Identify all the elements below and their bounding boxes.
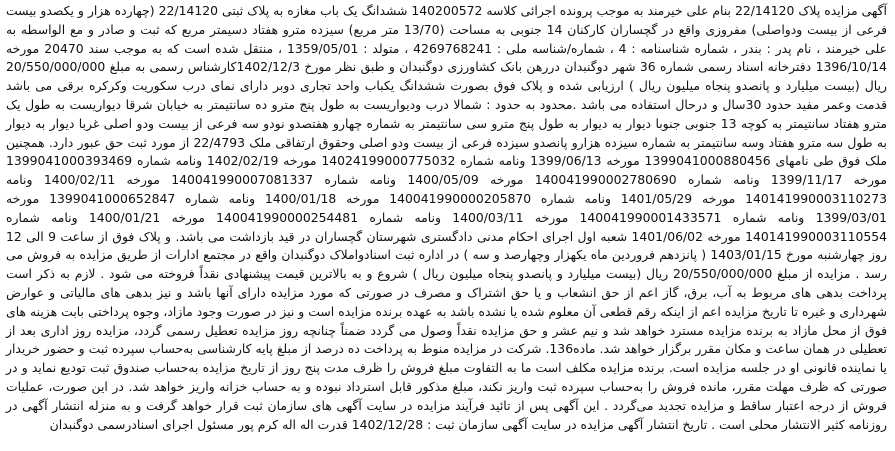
auction-notice-text: آگهی مزایده پلاک 22/14120 بنام علی خیرمند به موجب پرونده اجرائی کلاسه 140200572 ششدانگ یک باب مغازه به پلاک ثبتی 22/14120 (چهارده هزار و یکصدو بیست فرعی از بیست ودواصلی) مفروزی واقع در گچساران کارکنان 14 جنوبی به مساحت (13/70 متر مربع) سیزده مترو هفتاد دسیمتر مربع که ثبت و صادر و مع الواسطه به علی خیرمند ، نام پدر : بندر ، شماره شناسنامه : 4 ، شماره/شناسه ملی : 4269768241 ، متولد : 1359/05/01 ، منتقل شده است که به موجب سند 20470 مورخه 1396/10/14 دفترخانه اسناد رسمی شماره 36 شهر دوگنبدان دررهن بانک کشاورزی دوگنبدان و طبق نظر مورخ 1402/12/3کارشناس رسمی به مبلغ 20/550/000/000 ریال (بیست میلیارد و پانصدو پنجاه میلیون ریال ) ارزیابی شده و پلاک فوق بصورت ششدانگ یکباب واحد تجاری دوبر دارای نمای درب سکوریت وکرکره برقی می باشد قدمت وعمر مفید حدود 30سال و درحال استفاده می باشد .محدود به حدود : شمالا درب ودیواریست به طول پنج مترو ده سانتیمتر به خیابان شرقا دیواریست به طول یک مترو هفتاد سانتیمتر به کوچه 13 جنوبی جنوبا دیوار به دیوار به طول پنج مترو سی سانتیمتر به شماره چهارو هفتصدو نودو سه فرعی از بیست ودو اصلی غربا دیوار به دیوار به طول سه مترو هفتاد وسه سانتیمتر به شماره سیزده هزارو پانصدو سیزده فرعی از بیست ودو اصلی وحقوق ارتفاقی ملک 22/4793 از مورد ثبت حق عبور دارد. همچنین ملک فوق طی نامهای 1399041000880456 مورخه 1399/06/13 ونامه شماره 14024199000775032 مورخه 1402/02/19 ونامه شماره 1399041000393469 مورخه 1399/11/17 ونامه شماره 140041990002780690 مورخه 1400/05/09 ونامه شماره 140041990007081337 مورخه 1400/02/11 ونامه 140141990003110273 مورخه 1401/05/29 ونامه شماره 140041990000205870 مورخه 1400/01/18 ونامه شماره 1399041000652847 مورخه 1399/03/01 ونامه شماره 140041990001433571 مورخه 1400/03/11 ونامه شماره 140041990000254481 مورخه 1400/01/21 ونامه شماره 140141990003110554 مورخه 1401/06/02 شعبه اول اجرای احکام مدنی دادگستری شهرستان گچساران در قید بازداشت می باشد. و پلاک فوق از ساعت 9 الی 12 روز چهارشنبه مورخ 1403/01/15 ( پانزدهم فروردین ماه یکهزار وچهارصد و سه ) در اداره ثبت اسنادواملاک دوگنبدان واقع در مجتمع ادارات از طریق مزایده به فروش می رسد . مزایده از مبلغ 20/550/000/000 ریال (بیست میلیارد و پانصدو پنجاه میلیون ریال ) شروع و به بالاترین قیمت پیشنهادی نقداً فروخته می شود . لازم به ذکر است پرداخت بدهی های مربوط به آب، برق، گاز اعم از حق انشعاب و یا حق اشتراک و مصرف در صورتی که مورد مزایده دارای آنها باشد و نیز بدهی های مالیاتی و عوارض شهرداری و غیره تا تاریخ مزایده اعم از اینکه رقم قطعی آن معلوم شده یا نشده باشد به عهده برنده مزایده است و نیز در صورت وجود مازاد، وجوه پرداختی بابت هزینه های فوق از محل مازاد به برنده مزایده مسترد خواهد شد و نیم عشر و حق مزایده نقداً وصول می گردد ضمناً چنانچه روز مزایده تعطیل رسمی گردد، مزایده روز اداری بعد از تعطیلی در همان ساعت و مکان مقرر برگزار خواهد شد. ماده136. شرکت در مزایده منوط به پرداخت ده درصد از مبلغ پایه کارشناسی به‌حساب سپرده ثبت و حضور خریدار یا نماینده قانونی او در جلسه مزایده است. برنده مزایده مکلف است ما به التفاوت مبلغ فروش را ظرف مدت پنج روز از تاریخ مزایده به‌حساب صندوق ثبت تودیع نماید و در صورتی که ظرف مهلت مقرر، مانده فروش را به‌حساب سپرده ثبت واریز نکند، مبلغ مذکور قابل استرداد نبوده و به حساب خزانه واریز خواهد شد. در این صورت، عملیات فروش از درجه اعتبار ساقط و مزایده تجدید می‌گردد . این آگهی پس از تائید فرآیند مزایده در سایت آگهی های سازمان ثبت قرار خواهد گرفت و به منزله انتشار آگهی در روزنامه کثیر الانتشار محلی است . تاریخ انتشار آگهی مزایده در سایت آگهی سازمان ثبت : 1402/12/28 قدرت اله اله کرم پور مسئول اجرای اسنادرسمی دوگنبدان [6, 3, 888, 432]
